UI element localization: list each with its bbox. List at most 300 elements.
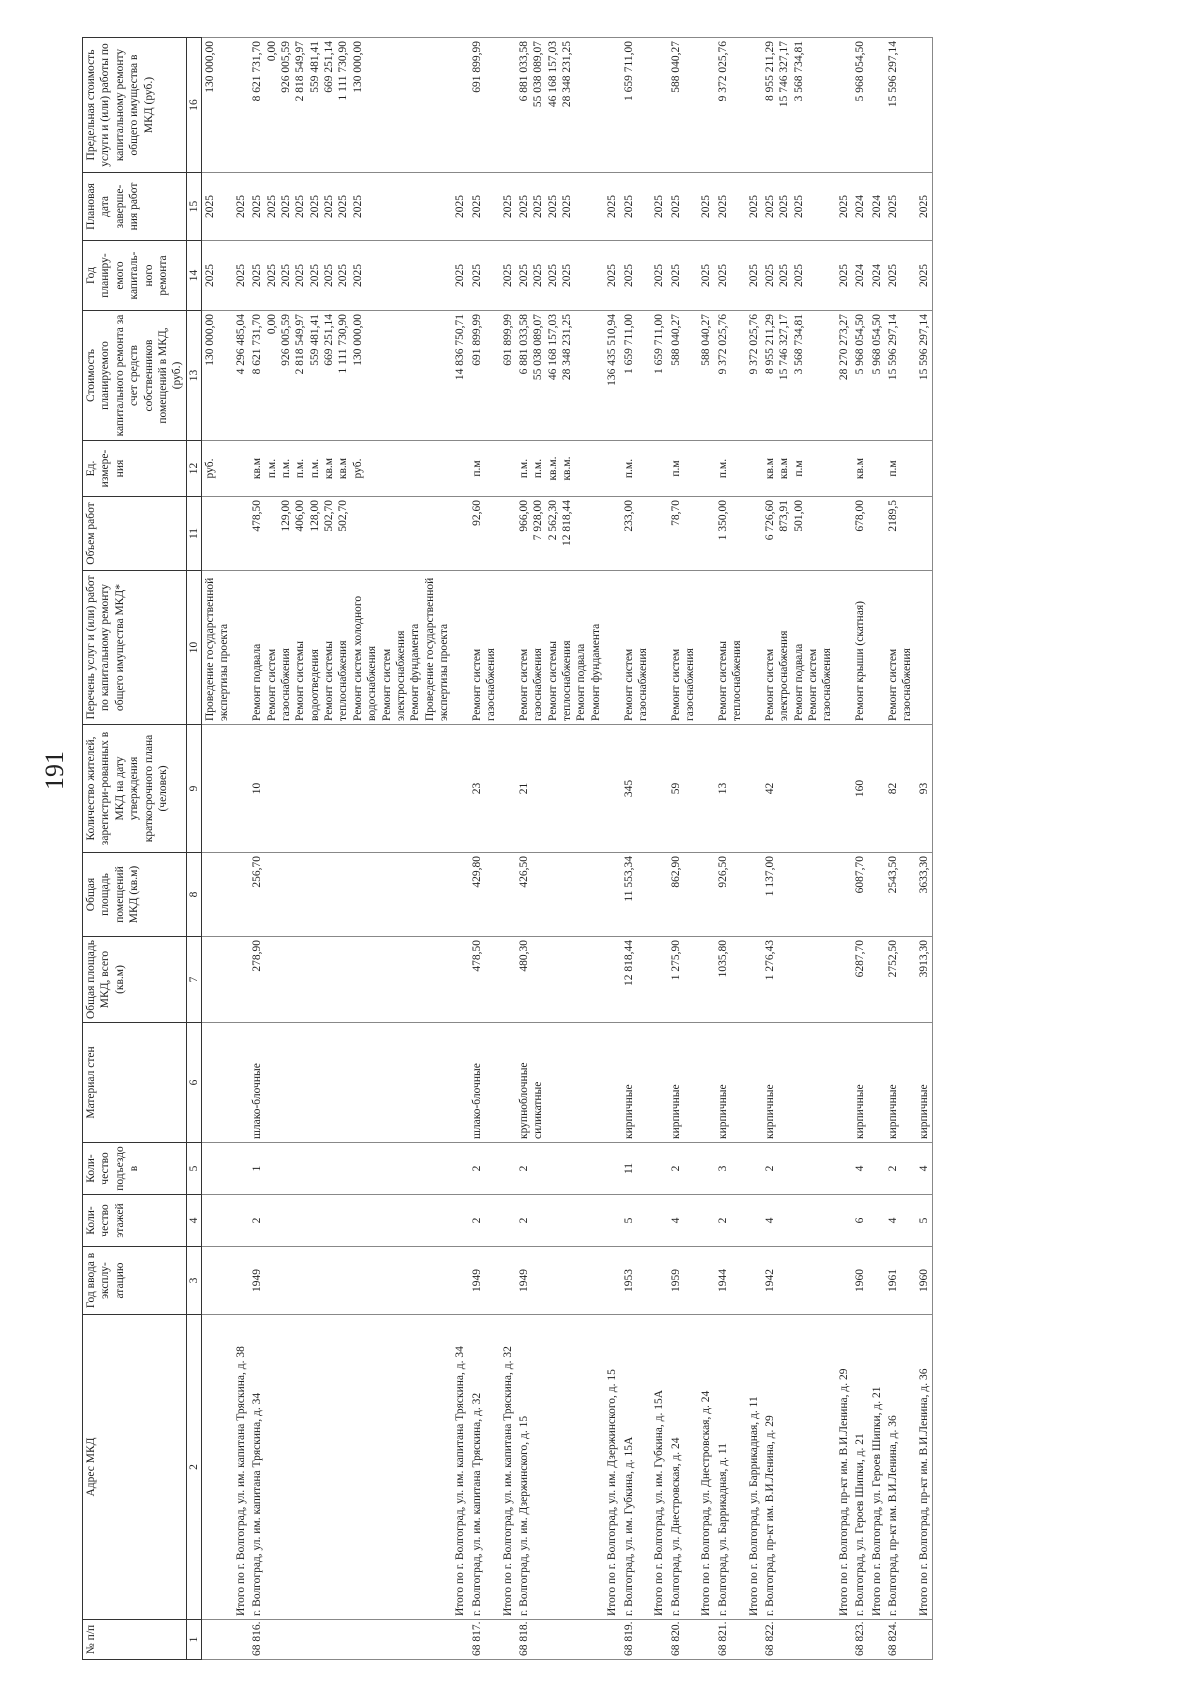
wall-material	[916, 1023, 933, 1143]
column-number-row	[186, 38, 201, 1660]
planned-year	[249, 241, 452, 311]
residents-count	[233, 725, 249, 853]
residents-count-value	[837, 728, 851, 849]
row-number	[852, 1620, 868, 1660]
year-built	[715, 1247, 746, 1315]
work-type	[762, 571, 836, 725]
planned-year	[233, 241, 249, 311]
entrance-count-value: 11	[622, 1162, 635, 1175]
planned-cost-value: 1 111 730,90	[337, 314, 350, 374]
work-volume-value	[870, 500, 884, 567]
entrance-count	[621, 1143, 652, 1195]
row-number	[621, 1620, 652, 1660]
total-area-value	[605, 940, 619, 1019]
address	[469, 1315, 500, 1620]
planned-year-value: 2025	[251, 264, 264, 287]
planned-cost-value: 3 568 734,81	[792, 314, 805, 375]
work-type	[621, 571, 652, 725]
work-volume-value	[501, 500, 515, 567]
row-number-value	[747, 1623, 761, 1656]
planned-cost-value: 588 040,27	[669, 314, 682, 366]
planned-cost-value: 0,00	[265, 314, 278, 335]
floor-count-value	[870, 1198, 884, 1243]
total-area	[621, 937, 652, 1023]
residents-count-value	[870, 728, 884, 849]
cost-limit	[202, 38, 233, 173]
total-area	[869, 937, 885, 1023]
row-number-value: 68 819.	[622, 1621, 635, 1656]
column-header: Год планиру-емого капиталь-ного ремонта	[83, 241, 187, 311]
address	[869, 1315, 885, 1620]
floor-count-value: 5	[622, 1217, 635, 1224]
year-built	[452, 1247, 468, 1315]
unit	[668, 441, 699, 497]
address-value: г. Волгоград, ул. им. Дзержинского, д. 15	[517, 1415, 530, 1616]
row-number	[885, 1620, 916, 1660]
work-volume	[202, 497, 233, 571]
work-type-value: Ремонт крыши (скатная)	[854, 601, 867, 721]
unit-value: п.м.	[279, 458, 292, 479]
planned-year-value: 2025	[917, 264, 930, 287]
residents-count	[621, 725, 652, 853]
residents-count	[249, 725, 452, 853]
cost-limit	[249, 38, 452, 173]
capital-repair-table	[82, 37, 933, 1660]
residents-count-value	[203, 728, 217, 849]
completion-year-value: 2025	[792, 195, 805, 218]
column-header: Перечень услуг и (или) работ по капитальному ремонту общего имущества МКД*	[83, 571, 187, 725]
unit-value: кв.м	[778, 457, 791, 480]
total-area	[762, 937, 836, 1023]
entrance-count	[604, 1143, 620, 1195]
cost-limit	[668, 38, 699, 173]
planned-cost-value: 926 005,59	[279, 314, 292, 366]
unit	[651, 441, 667, 497]
address-value: г. Волгоград, ул. им. Губкина, д. 15А	[622, 1436, 635, 1616]
work-type-value: Ремонт систем газоснабжения	[807, 648, 834, 721]
planned-cost-value: 691 899,99	[501, 314, 514, 366]
premises-area	[916, 853, 933, 937]
residents-count	[836, 725, 852, 853]
premises-area	[604, 853, 620, 937]
row-number	[604, 1620, 620, 1660]
planned-cost	[715, 311, 746, 441]
planned-cost-value: 15 596 297,14	[917, 314, 930, 381]
total-area-value	[699, 940, 713, 1019]
table-row	[249, 38, 452, 1660]
work-type	[249, 571, 452, 725]
planned-cost-value: 8 955 211,29	[763, 314, 776, 374]
address-value: г. Волгоград, ул. Героев Шипки, д. 21	[854, 1433, 867, 1616]
planned-cost	[885, 311, 916, 441]
premises-area	[500, 853, 516, 937]
row-number-value	[917, 1623, 931, 1656]
unit-value: кв.м	[251, 457, 264, 480]
planned-year-value: 2025	[792, 264, 805, 287]
entrance-count-value	[747, 1146, 761, 1191]
wall-material	[869, 1023, 885, 1143]
total-area-value	[837, 940, 851, 1019]
column-header: Общая площадь помещений МКД (кв.м)	[83, 853, 187, 937]
unit-value: кв.м.	[561, 456, 573, 481]
premises-area	[698, 853, 714, 937]
wall-material	[746, 1023, 762, 1143]
premises-area-value: 926,50	[716, 856, 729, 888]
planned-cost	[469, 311, 500, 441]
unit-value	[699, 444, 713, 493]
total-area	[916, 937, 933, 1023]
cost-limit-value: 669 251,14	[323, 41, 335, 93]
unit-value: кв.м	[763, 457, 776, 480]
address-value: Итого по г. Волгоград, ул. им. капитана Тряскина, д. 34	[454, 1346, 467, 1616]
work-type-value: Ремонт систем газоснабжения	[265, 648, 292, 721]
completion-year-value: 2025	[546, 195, 559, 218]
total-area	[668, 937, 699, 1023]
entrance-count	[249, 1143, 452, 1195]
planned-year	[885, 241, 916, 311]
year-built-value: 1944	[716, 1269, 729, 1292]
residents-count-value	[234, 728, 248, 849]
work-type-value: Ремонт систем холодного водоснабжения	[351, 595, 379, 721]
work-type	[885, 571, 916, 725]
address	[233, 1315, 249, 1620]
completion-year	[651, 173, 667, 241]
cost-limit	[500, 38, 516, 173]
planned-cost	[452, 311, 468, 441]
planned-cost-value: 691 899,99	[470, 314, 483, 366]
column-number: 13	[186, 311, 201, 441]
table-row	[516, 38, 604, 1660]
work-type-value	[234, 574, 248, 721]
column-header: № п/п	[83, 1620, 187, 1660]
cost-limit-value	[605, 41, 619, 169]
residents-count	[604, 725, 620, 853]
floor-count-value	[699, 1198, 713, 1243]
work-volume	[885, 497, 916, 571]
address-value: Итого по г. Волгоград, ул. Днестровская, д. 24	[700, 1390, 713, 1616]
work-type	[852, 571, 868, 725]
planned-year	[469, 241, 500, 311]
premises-area	[651, 853, 667, 937]
total-area	[469, 937, 500, 1023]
column-header: Материал стен	[83, 1023, 187, 1143]
unit-value	[870, 444, 884, 493]
unit	[836, 441, 852, 497]
completion-year	[852, 173, 868, 241]
address-value: Итого по г. Волгоград, ул. Баррикадная, д. 11	[747, 1396, 760, 1616]
work-volume-value	[234, 500, 248, 567]
work-volume	[500, 497, 516, 571]
wall-material-value	[747, 1026, 761, 1139]
total-area	[452, 937, 468, 1023]
total-area-value: 12 818,44	[622, 940, 635, 986]
entrance-count	[452, 1143, 468, 1195]
premises-area	[836, 853, 852, 937]
planned-year-value: 2025	[337, 264, 350, 287]
residents-count	[746, 725, 762, 853]
residents-count-value	[747, 728, 761, 849]
table-row	[715, 38, 746, 1660]
work-volume	[852, 497, 868, 571]
completion-year-value: 2025	[251, 195, 264, 218]
table-row	[202, 38, 233, 1660]
unit-value	[501, 444, 515, 493]
completion-year-value: 2025	[470, 195, 483, 218]
unit-value	[605, 444, 619, 493]
residents-count	[715, 725, 746, 853]
work-volume-value: 478,50	[251, 500, 264, 532]
planned-cost-value: 136 435 510,94	[606, 314, 619, 386]
planned-cost	[746, 311, 762, 441]
residents-count-value: 160	[854, 779, 867, 798]
cost-limit-value: 46 168 157,03	[546, 41, 559, 108]
total-area	[604, 937, 620, 1023]
cost-limit-value: 28 348 231,25	[561, 41, 573, 108]
planned-cost	[762, 311, 836, 441]
table-row	[885, 38, 916, 1660]
row-number	[698, 1620, 714, 1660]
premises-area-value	[501, 856, 515, 933]
cost-limit	[715, 38, 746, 173]
address	[668, 1315, 699, 1620]
work-volume-value: 12 818,44	[561, 500, 573, 546]
planned-cost-value: 15 596 297,14	[886, 314, 899, 381]
entrance-count-value	[453, 1146, 467, 1191]
planned-year-value: 2025	[308, 264, 321, 287]
unit-value	[917, 444, 931, 493]
wall-material	[469, 1023, 500, 1143]
cost-limit-value: 15 746 327,17	[778, 41, 791, 108]
work-volume	[233, 497, 249, 571]
work-type-value: Ремонт системы теплоснабжения	[323, 640, 350, 721]
residents-count-value	[699, 728, 713, 849]
entrance-count-value: 1	[251, 1165, 264, 1172]
work-type-value: Проведение государственной экспертизы проекта	[423, 577, 450, 721]
wall-material-value	[870, 1026, 884, 1139]
completion-year-value: 2025	[501, 195, 514, 218]
work-type	[916, 571, 933, 725]
premises-area-value: 429,80	[470, 856, 483, 888]
row-number	[516, 1620, 604, 1660]
cost-limit-value: 2 818 549,97	[294, 41, 307, 102]
premises-area-value	[453, 856, 467, 933]
total-area	[885, 937, 916, 1023]
work-type	[715, 571, 746, 725]
premises-area	[469, 853, 500, 937]
entrance-count	[651, 1143, 667, 1195]
work-type	[500, 571, 516, 725]
premises-area	[452, 853, 468, 937]
completion-year-value: 2025	[308, 195, 321, 218]
entrance-count-value: 3	[716, 1165, 729, 1172]
floor-count	[500, 1195, 516, 1247]
completion-year	[516, 173, 604, 241]
floor-count	[852, 1195, 868, 1247]
premises-area	[202, 853, 233, 937]
column-number: 15	[186, 173, 201, 241]
row-number-value	[699, 1623, 713, 1656]
entrance-count	[836, 1143, 852, 1195]
floor-count	[836, 1195, 852, 1247]
unit	[621, 441, 652, 497]
work-type-value: Ремонт систем газоснабжения	[517, 648, 545, 721]
entrance-count	[885, 1143, 916, 1195]
completion-year	[869, 173, 885, 241]
row-number-value: 68 823.	[854, 1621, 867, 1656]
year-built	[604, 1247, 620, 1315]
wall-material	[516, 1023, 604, 1143]
completion-year-value: 2025	[622, 195, 635, 218]
address	[452, 1315, 468, 1620]
work-type-value: Ремонт фундамента	[589, 623, 602, 721]
planned-year	[604, 241, 620, 311]
row-number	[233, 1620, 249, 1660]
work-volume-value: 92,60	[470, 500, 483, 526]
wall-material-value: кирпичные	[669, 1084, 682, 1139]
premises-area-value	[699, 856, 713, 933]
total-area-value: 1 275,90	[669, 940, 682, 981]
row-number	[668, 1620, 699, 1660]
year-built-value	[870, 1250, 884, 1311]
cost-limit-value: 1 111 730,90	[337, 41, 350, 101]
work-volume	[651, 497, 667, 571]
address-value	[203, 1318, 217, 1616]
entrance-count-value: 2	[470, 1165, 483, 1172]
wall-material-value: кирпичные	[854, 1084, 867, 1139]
floor-count-value: 2	[517, 1217, 530, 1224]
column-number: 6	[186, 1023, 201, 1143]
completion-year-value: 2025	[294, 195, 307, 218]
row-number	[202, 1620, 233, 1660]
wall-material-value: кирпичные	[886, 1084, 899, 1139]
entrance-count-value	[605, 1146, 619, 1191]
year-built	[668, 1247, 699, 1315]
completion-year-value: 2024	[870, 195, 883, 218]
wall-material-value: кирпичные	[917, 1084, 930, 1139]
floor-count-value	[453, 1198, 467, 1243]
year-built	[852, 1247, 868, 1315]
premises-area	[668, 853, 699, 937]
entrance-count	[698, 1143, 714, 1195]
unit-value: п.м.	[294, 458, 307, 479]
residents-count-value: 13	[716, 782, 729, 795]
entrance-count	[852, 1143, 868, 1195]
cost-limit	[698, 38, 714, 173]
column-number: 4	[186, 1195, 201, 1247]
year-built	[762, 1247, 836, 1315]
work-volume-value	[265, 500, 279, 567]
column-header: Количество жителей, зарегистри-рованных в МКД на дату утверждения краткосрочного плана (человек)	[83, 725, 187, 853]
column-header: Стоимость планируемого капитального ремонта за счет средств собственников помещений в МКД, (руб.)	[83, 311, 187, 441]
floor-count-value	[203, 1198, 217, 1243]
completion-year-value: 2025	[747, 195, 760, 218]
work-volume-value	[605, 500, 619, 567]
unit-value	[234, 444, 248, 493]
premises-area-value	[203, 856, 217, 933]
entrance-count	[762, 1143, 836, 1195]
address-value: Итого по г. Волгоград, ул. им. Дзержинского, д. 15	[606, 1369, 619, 1616]
cost-limit-value: 55 038 089,07	[532, 41, 545, 108]
planned-year	[852, 241, 868, 311]
unit	[516, 441, 604, 497]
planned-year-value: 2025	[886, 264, 899, 287]
row-number-value	[605, 1623, 619, 1656]
work-volume	[836, 497, 852, 571]
planned-year-value: 2025	[669, 264, 682, 287]
floor-count	[668, 1195, 699, 1247]
work-volume-value	[699, 500, 713, 567]
planned-cost-value: 5 968 054,50	[854, 314, 867, 375]
row-number	[746, 1620, 762, 1660]
entrance-count-value	[234, 1146, 248, 1191]
total-area-value: 480,30	[517, 940, 530, 972]
cost-limit-value	[870, 41, 884, 169]
planned-year-value: 2025	[204, 264, 216, 287]
address	[762, 1315, 836, 1620]
column-number: 1	[186, 1620, 201, 1660]
year-built	[469, 1247, 500, 1315]
planned-cost-value: 1 659 711,00	[622, 314, 635, 374]
table-row	[233, 38, 249, 1660]
total-area-value: 6287,70	[854, 940, 867, 978]
table-row	[452, 38, 468, 1660]
planned-year-value: 2025	[454, 264, 467, 287]
unit-value: кв.м	[854, 457, 867, 480]
total-area	[249, 937, 452, 1023]
premises-area-value: 6087,70	[854, 856, 867, 894]
wall-material	[698, 1023, 714, 1143]
premises-area-value: 11 553,34	[622, 856, 635, 902]
cost-limit-value: 3 568 734,81	[792, 41, 805, 102]
completion-year-value: 2025	[351, 195, 364, 218]
year-built-value	[501, 1250, 515, 1311]
column-number: 2	[186, 1315, 201, 1620]
planned-cost-value: 8 621 731,70	[251, 314, 264, 375]
floor-count-value	[234, 1198, 248, 1243]
planned-cost-value: 559 481,41	[308, 314, 321, 366]
work-type	[836, 571, 852, 725]
table-row	[668, 38, 699, 1660]
residents-count	[852, 725, 868, 853]
completion-year	[762, 173, 836, 241]
residents-count-value	[453, 728, 467, 849]
planned-cost-value: 28 348 231,25	[561, 314, 573, 381]
planned-cost	[698, 311, 714, 441]
cost-limit-value	[699, 41, 713, 169]
completion-year-value: 2025	[700, 195, 713, 218]
cost-limit-value: 559 481,41	[308, 41, 321, 93]
cost-limit-value: 130 000,00	[204, 41, 216, 93]
work-volume-value	[652, 500, 666, 567]
unit	[852, 441, 868, 497]
wall-material	[668, 1023, 699, 1143]
column-number: 14	[186, 241, 201, 311]
cost-limit	[869, 38, 885, 173]
unit-value: п.м	[470, 460, 483, 477]
entrance-count	[233, 1143, 249, 1195]
work-type-value: Ремонт систем газоснабжения	[470, 648, 498, 721]
entrance-count	[668, 1143, 699, 1195]
planned-year-value: 2025	[763, 264, 776, 287]
work-volume-value: 406,00	[294, 500, 307, 532]
planned-year	[869, 241, 885, 311]
unit-value: п.м.	[308, 458, 321, 479]
work-type	[233, 571, 249, 725]
residents-count	[885, 725, 916, 853]
residents-count-value: 42	[763, 782, 776, 795]
work-type-value: Ремонт систем электроснабжения	[380, 630, 407, 721]
header-row	[83, 38, 187, 1660]
